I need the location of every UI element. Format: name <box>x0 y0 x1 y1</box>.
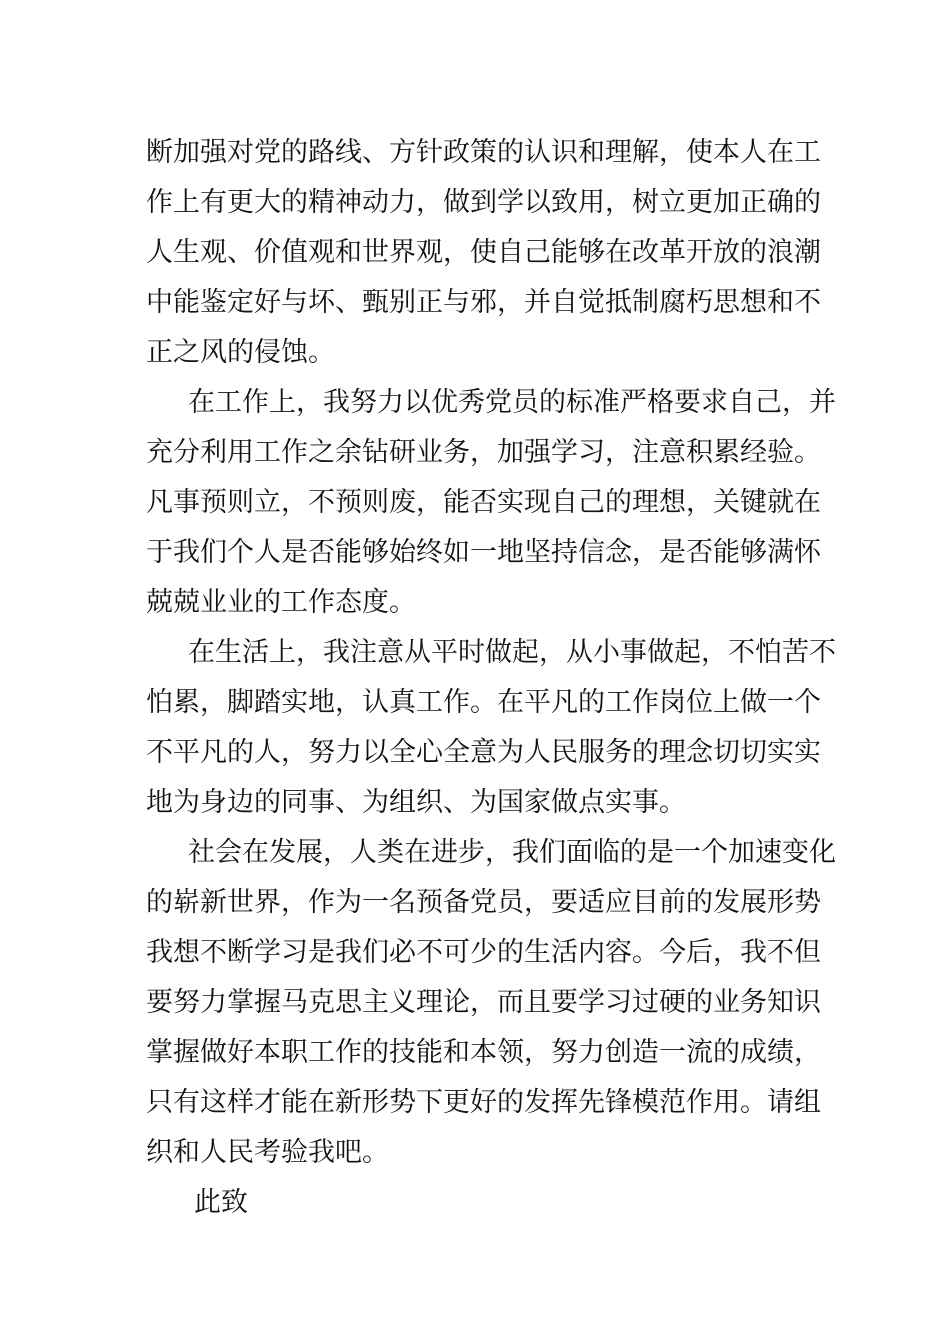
document-body <box>146 128 836 1228</box>
paragraph-4-line-5: 掌握做好本职工作的技能和本领，努力创造一流的成绩， <box>146 1037 821 1068</box>
paragraph-3-line-4: 地为身边的同事、为组织、为国家做点实事。 <box>146 787 686 818</box>
paragraph-1-line-1: 断加强对党的路线、方针政策的认识和理解，使本人在工 <box>146 137 821 168</box>
paragraph-3-line-2: 怕累，脚踏实地，认真工作。在平凡的工作岗位上做一个 <box>146 687 821 718</box>
paragraph-2-line-1: 在工作上，我努力以优秀党员的标准严格要求自己，并 <box>188 387 836 418</box>
paragraph-1-line-4: 中能鉴定好与坏、甄别正与邪，并自觉抵制腐朽思想和不 <box>146 287 821 318</box>
paragraph-4-line-4: 要努力掌握马克思主义理论，而且要学习过硬的业务知识 <box>146 987 821 1018</box>
paragraph-3-line-3: 不平凡的人，努力以全心全意为人民服务的理念切切实实 <box>146 737 821 768</box>
paragraph-1-line-3: 人生观、价值观和世界观，使自己能够在改革开放的浪潮 <box>146 237 821 268</box>
paragraph-4-line-2: 的崭新世界，作为一名预备党员，要适应目前的发展形势 <box>146 887 821 918</box>
paragraph-1-line-5: 正之风的侵蚀。 <box>146 337 335 368</box>
paragraph-2-line-5: 兢兢业业的工作态度。 <box>146 587 416 618</box>
paragraph-4-line-6: 只有这样才能在新形势下更好的发挥先锋模范作用。请组 <box>146 1087 821 1118</box>
paragraph-2-line-2: 充分利用工作之余钻研业务，加强学习，注意积累经验。 <box>146 437 821 468</box>
paragraph-4-line-1: 社会在发展，人类在进步，我们面临的是一个加速变化 <box>188 837 836 868</box>
paragraph-1-line-2: 作上有更大的精神动力，做到学以致用，树立更加正确的 <box>146 187 821 218</box>
paragraph-4-line-7: 织和人民考验我吧。 <box>146 1137 389 1168</box>
paragraph-3-line-1: 在生活上，我注意从平时做起，从小事做起，不怕苦不 <box>188 637 836 668</box>
closing-salutation: 此致 <box>194 1187 248 1218</box>
paragraph-4-line-3: 我想不断学习是我们必不可少的生活内容。今后，我不但 <box>146 937 821 968</box>
paragraph-2-line-3: 凡事预则立，不预则废，能否实现自己的理想，关键就在 <box>146 487 821 518</box>
paragraph-2-line-4: 于我们个人是否能够始终如一地坚持信念，是否能够满怀 <box>146 537 821 568</box>
